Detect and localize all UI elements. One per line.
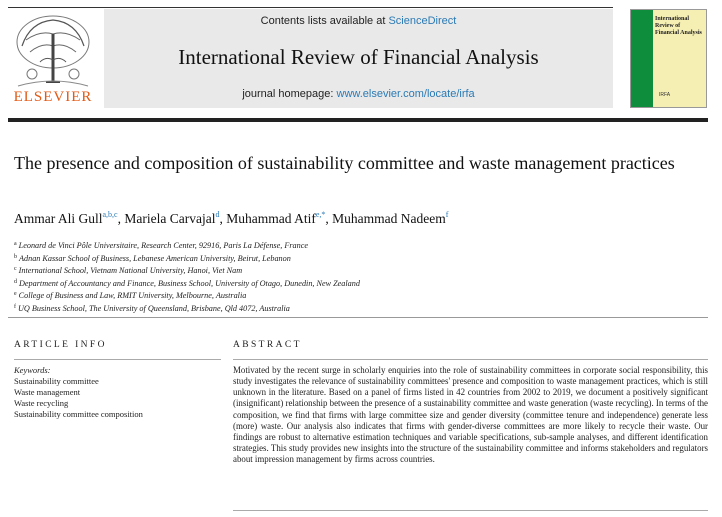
affiliation-text: Leonard de Vinci Pôle Universitaire, Research Center, 92916, Paris La Défense, France — [18, 241, 308, 250]
author-separator: , — [219, 211, 227, 226]
keywords-label: Keywords: — [14, 365, 51, 375]
keyword-item: Sustainability committee — [14, 376, 99, 386]
keywords-list — [14, 365, 143, 420]
affiliation-text: Adnan Kassar School of Business, Lebanese American University, Beirut, Lebanon — [19, 253, 291, 263]
author-name[interactable]: Muhammad Nadeem — [332, 211, 446, 226]
affiliation-mark: a — [14, 241, 17, 247]
author-affiliation-mark[interactable]: d — [215, 210, 220, 219]
affiliation-item — [14, 289, 360, 302]
affiliation-text: College of Business and Law, RMIT University, Melbourne, Australia — [18, 291, 247, 301]
affiliation-item — [14, 264, 360, 277]
abstract-body: Motivated by the recent surge in scholarly enquiries into the role of sustainability committees in corporate social responsibility, this study investigates the relevance of sustainability committees' presence and composition to waste management practices, which is still unknown in the literature. Based on a panel of firms listed in 42 countries from 2002 to 2019, we document a positively significant (insignificant) relationship between the presence of a sustainability committee and waste generation (waste recycling). In terms of the composition, we find that firms with large committee size and gender diversity (committee tenure and independence) generate less (more) waste. Our analysis also indicates that firms with gender-diverse committees are more likely to recycle their waste. Our findings are robust to alternative estimation techniques and variable specifications, sub-sample analyses, and different identification strategies. This study provides new insights into the structure of the sustainability committee and informs stakeholders and regulators about impression management by firms across countries. — [233, 365, 708, 465]
author-affiliation-mark[interactable]: f — [445, 210, 449, 219]
affiliation-item — [14, 277, 360, 290]
affiliation-item — [14, 239, 360, 252]
author-name[interactable]: Mariela Carvajal — [124, 211, 216, 226]
keyword-item: Waste management — [14, 387, 81, 397]
contents-prefix: Contents lists available at — [260, 15, 389, 27]
article-info-heading: ARTICLE INFO — [14, 340, 107, 350]
affiliation-item — [14, 252, 360, 265]
affiliation-text: International School, Vietnam National University, Hanoi, Viet Nam — [18, 266, 243, 276]
contents-line — [104, 15, 613, 27]
article-title: The presence and composition of sustainability committee and waste management practices — [14, 153, 675, 173]
abstract-rule — [233, 359, 708, 360]
header-bottom-rule — [8, 118, 708, 122]
author-separator: , — [325, 211, 333, 226]
affiliation-list — [14, 239, 360, 315]
affiliation-text: Department of Accountancy and Finance, Business School, University of Otago, Dunedin, New Zealand — [19, 278, 360, 288]
affiliation-item — [14, 302, 360, 315]
author-separator: , — [117, 211, 125, 226]
top-rule — [8, 7, 613, 8]
author-list — [14, 210, 448, 227]
abstract-bottom-rule — [233, 510, 708, 511]
journal-title: International Review of Financial Analysis — [178, 45, 539, 69]
affiliation-mark: b — [14, 253, 17, 260]
cover-band — [631, 10, 653, 107]
keyword-item: Waste recycling — [14, 398, 69, 408]
section-separator — [8, 317, 708, 318]
abstract-heading: ABSTRACT — [233, 340, 302, 350]
affiliation-mark: e — [14, 291, 17, 298]
journal-homepage-link[interactable]: www.elsevier.com/locate/irfa — [336, 88, 475, 100]
cover-title: International Review of Financial Analysis — [655, 16, 702, 36]
affiliation-mark: f — [14, 303, 16, 310]
homepage-line — [104, 88, 613, 100]
homepage-prefix: journal homepage: — [242, 88, 337, 100]
elsevier-tree-icon — [10, 12, 96, 90]
journal-header — [104, 9, 613, 108]
affiliation-text: UQ Business School, The University of Queensland, Brisbane, Qld 4072, Australia — [18, 303, 290, 313]
sciencedirect-link[interactable]: ScienceDirect — [388, 15, 457, 27]
author-affiliation-mark[interactable]: e,* — [315, 210, 326, 219]
keyword-item: Sustainability committee composition — [14, 409, 143, 419]
affiliation-mark: c — [14, 266, 17, 273]
publisher-name: ELSEVIER — [13, 89, 93, 105]
journal-cover-thumbnail[interactable] — [630, 9, 707, 108]
article-info-rule — [14, 359, 221, 360]
author-name[interactable]: Muhammad Atif — [226, 211, 316, 226]
affiliation-mark: d — [14, 278, 17, 285]
cover-mark: IRFA — [659, 92, 671, 98]
author-name[interactable]: Ammar Ali Gull — [14, 211, 103, 226]
author-affiliation-mark[interactable]: a,b,c — [102, 210, 118, 219]
